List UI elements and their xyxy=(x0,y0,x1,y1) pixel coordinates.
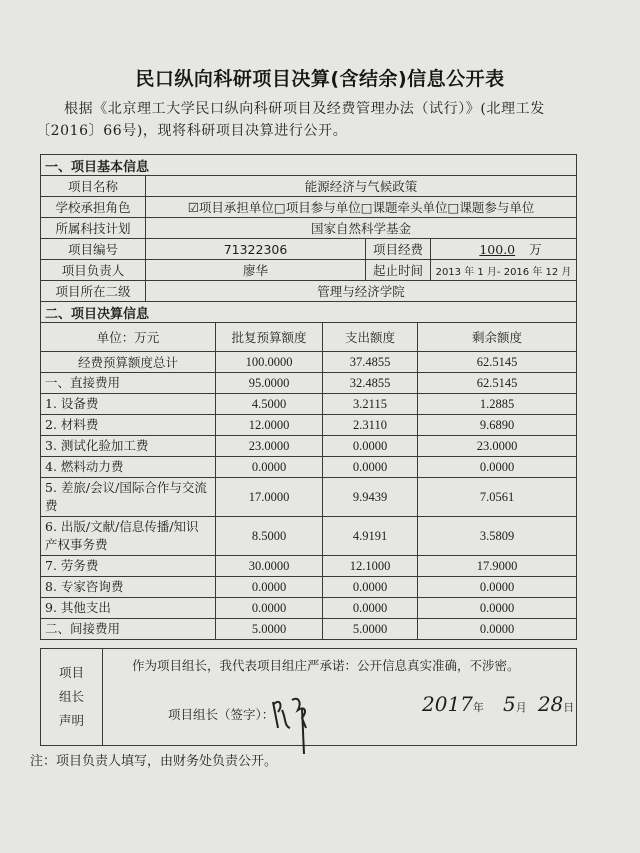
cell-value: 62.5145 xyxy=(418,352,577,373)
label: 项目名称 xyxy=(41,176,146,197)
cell-value: 3.2115 xyxy=(323,394,418,415)
cell-value: 9.6890 xyxy=(418,415,577,436)
table-row xyxy=(41,373,577,394)
sign-label: 项目组长（签字）： xyxy=(168,707,275,722)
label-line: 项目 xyxy=(58,665,84,680)
date-month: 5 xyxy=(503,692,516,716)
cell-value: 0.0000 xyxy=(216,457,323,478)
declaration-label xyxy=(41,649,103,746)
cell-value: 3.5809 xyxy=(418,517,577,556)
table-row xyxy=(41,394,577,415)
row-label: 经费预算额度总计 xyxy=(41,352,216,373)
cell-value: 8.5000 xyxy=(216,517,323,556)
cell-value: 0.0000 xyxy=(323,436,418,457)
label: 项目所在二级 xyxy=(41,281,146,302)
page-title: 民口纵向科研项目决算(含结余)信息公开表 xyxy=(135,68,505,90)
cell-value: 5.0000 xyxy=(323,619,418,640)
cell-value: 30.0000 xyxy=(216,556,323,577)
cell-value: 4.5000 xyxy=(216,394,323,415)
plan: 国家自然科学基金 xyxy=(146,218,577,239)
date-unit: 日 xyxy=(563,701,575,714)
cell-value: 23.0000 xyxy=(418,436,577,457)
section2-heading: 二、项目决算信息 xyxy=(41,302,577,323)
cell-value: 0.0000 xyxy=(418,619,577,640)
signature-image xyxy=(268,688,328,758)
row-label: 7. 劳务费 xyxy=(41,556,216,577)
row-label: 5. 差旅/会议/国际合作与交流费 xyxy=(41,478,216,517)
funding xyxy=(431,239,577,260)
cell-value: 0.0000 xyxy=(216,577,323,598)
label: 项目负责人 xyxy=(41,260,146,281)
label-line: 组长 xyxy=(58,689,84,704)
cell-value: 100.0000 xyxy=(216,352,323,373)
cell-value: 17.0000 xyxy=(216,478,323,517)
col-header: 单位：万元 xyxy=(41,323,216,352)
basic-info-table xyxy=(40,154,577,323)
table-row xyxy=(41,517,577,556)
cell-value: 5.0000 xyxy=(216,619,323,640)
section1-heading: 一、项目基本信息 xyxy=(41,155,577,176)
declaration-text: 作为项目组长，我代表项目组庄严承诺：公开信息真实准确，不涉密。 xyxy=(132,658,520,673)
col-header: 剩余额度 xyxy=(418,323,577,352)
cell-value: 12.0000 xyxy=(216,415,323,436)
cell-value: 17.9000 xyxy=(418,556,577,577)
row-label: 一、直接费用 xyxy=(41,373,216,394)
table-row xyxy=(41,577,577,598)
cell-value: 1.2885 xyxy=(418,394,577,415)
table-row xyxy=(41,415,577,436)
col-header: 支出额度 xyxy=(323,323,418,352)
row-label: 4. 燃料动力费 xyxy=(41,457,216,478)
sign-date xyxy=(422,692,574,716)
row-label: 2. 材料费 xyxy=(41,415,216,436)
funding-unit: 万 xyxy=(529,242,542,257)
project-number: 71322306 xyxy=(146,239,366,260)
cell-value: 0.0000 xyxy=(323,457,418,478)
col-header: 批复预算额度 xyxy=(216,323,323,352)
row-label: 6. 出版/文献/信息传播/知识产权事务费 xyxy=(41,517,216,556)
label: 项目编号 xyxy=(41,239,146,260)
cell-value: 12.1000 xyxy=(323,556,418,577)
cell-value: 9.9439 xyxy=(323,478,418,517)
footnote: 注：项目负责人填写，由财务处负责公开。 xyxy=(30,754,278,769)
date-year: 2017 xyxy=(422,692,473,716)
row-label: 1. 设备费 xyxy=(41,394,216,415)
label: 项目经费 xyxy=(366,239,431,260)
department: 管理与经济学院 xyxy=(146,281,577,302)
cell-value: 32.4855 xyxy=(323,373,418,394)
label: 学校承担角色 xyxy=(41,197,146,218)
cell-value: 0.0000 xyxy=(418,457,577,478)
label: 起止时间 xyxy=(366,260,431,281)
row-label: 8. 专家咨询费 xyxy=(41,577,216,598)
funding-value: 100.0 xyxy=(479,242,516,257)
table-row xyxy=(41,619,577,640)
table-row xyxy=(41,457,577,478)
cell-value: 95.0000 xyxy=(216,373,323,394)
cell-value: 0.0000 xyxy=(418,598,577,619)
period: 2013 年 1 月- 2016 年 12 月 xyxy=(431,260,577,281)
date-unit: 月 xyxy=(515,701,527,714)
table-row xyxy=(41,478,577,517)
cell-value: 2.3110 xyxy=(323,415,418,436)
row-label: 二、间接费用 xyxy=(41,619,216,640)
row-label: 9. 其他支出 xyxy=(41,598,216,619)
label: 所属科技计划 xyxy=(41,218,146,239)
table-row xyxy=(41,556,577,577)
cell-value: 4.9191 xyxy=(323,517,418,556)
table-row xyxy=(41,352,577,373)
cell-value: 23.0000 xyxy=(216,436,323,457)
table-row xyxy=(41,436,577,457)
cell-value: 0.0000 xyxy=(216,598,323,619)
cell-value: 0.0000 xyxy=(323,577,418,598)
cell-value: 62.5145 xyxy=(418,373,577,394)
cell-value: 7.0561 xyxy=(418,478,577,517)
cell-value: 0.0000 xyxy=(418,577,577,598)
date-unit: 年 xyxy=(472,701,484,714)
label-line: 声明 xyxy=(58,713,84,728)
leader: 廖华 xyxy=(146,260,366,281)
budget-table xyxy=(40,322,577,640)
table-row xyxy=(41,598,577,619)
intro-paragraph: 根据《北京理工大学民口纵向科研项目及经费管理办法（试行）》(北理工发〔2016〕66号)，现将科研项目决算进行公开。 xyxy=(36,101,545,139)
project-name: 能源经济与气候政策 xyxy=(146,176,577,197)
school-role: ☑项目承担单位□项目参与单位□课题牵头单位□课题参与单位 xyxy=(146,197,577,218)
date-day: 28 xyxy=(537,692,564,716)
cell-value: 37.4855 xyxy=(323,352,418,373)
cell-value: 0.0000 xyxy=(323,598,418,619)
row-label: 3. 测试化验加工费 xyxy=(41,436,216,457)
